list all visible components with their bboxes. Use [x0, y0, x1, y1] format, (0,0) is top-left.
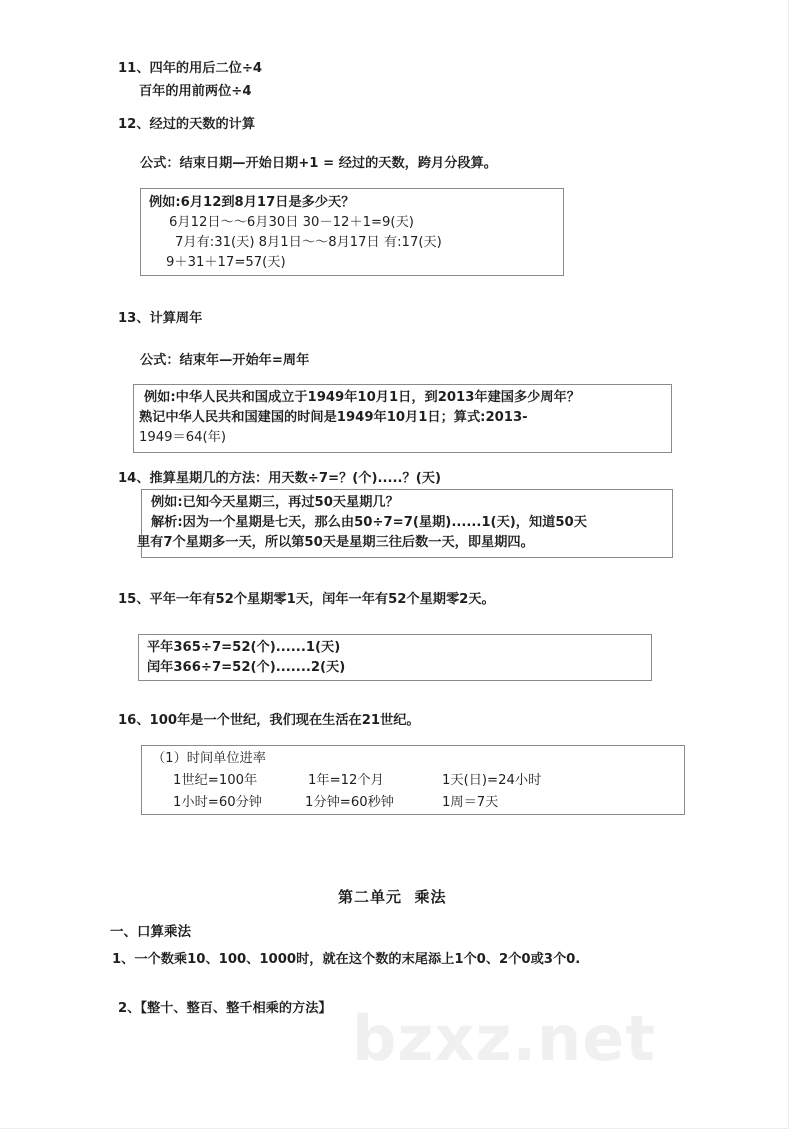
site-watermark: bzxz.net	[352, 1002, 656, 1075]
item-14-example-box	[137, 489, 673, 558]
item-15-box-line-2: 闰年366÷7=52(个).......2(天)	[147, 660, 346, 675]
item-13-example-box	[133, 384, 672, 453]
item-16-row-1-cell-2: 1年=12个月	[308, 773, 384, 788]
item-16-box-title: （1）时间单位进率	[152, 751, 266, 766]
item-16-row-2-cell-1: 1小时=60分钟	[173, 795, 262, 810]
item-15-box-line-1: 平年365÷7=52(个)......1(天)	[147, 640, 341, 655]
item-14-heading: 14、推算星期几的方法：用天数÷7=？(个).....？(天)	[118, 471, 441, 486]
item-12-box-line-1: 例如:6月12到8月17日是多少天？	[149, 195, 355, 210]
unit-2-paragraph-2: 2、【整十、整百、整千相乘的方法】	[118, 1001, 332, 1016]
item-12-formula: 公式：结束日期—开始日期+1 = 经过的天数，跨月分段算。	[140, 156, 497, 171]
unit-2-section-1-title: 一、口算乘法	[110, 924, 191, 940]
item-13-box-line-1: 例如:中华人民共和国成立于1949年10月1日，到2013年建国多少周年？	[144, 390, 580, 405]
item-14-box-line-3: 里有7个星期多一天，所以第50天是星期三往后数一天，即星期四。	[137, 535, 534, 550]
item-12-heading: 12、经过的天数的计算	[118, 117, 256, 132]
item-15-heading: 15、平年一年有52个星期零1天，闰年一年有52个星期零2天。	[118, 592, 495, 607]
item-16-row-2-cell-3: 1周＝7天	[442, 795, 499, 810]
item-16-row-1-cell-1: 1世纪=100年	[173, 773, 258, 788]
item-14-box-line-1: 例如:已知今天星期三，再过50天星期几？	[151, 495, 399, 510]
item-13-box-line-2: 熟记中华人民共和国建国的时间是1949年10月1日；算式:2013-	[139, 410, 528, 425]
unit-2-title: 第二单元 乘法	[338, 888, 447, 906]
item-13-box-line-3: 1949＝64(年)	[139, 430, 227, 445]
item-11-line-1: 11、四年的用后二位÷4	[118, 61, 263, 76]
item-12-box-line-3: 7月有:31(天) 8月1日～～8月17日 有:17(天)	[175, 235, 442, 250]
item-16-row-1-cell-3: 1天(日)=24小时	[442, 773, 542, 788]
item-16-heading: 16、100年是一个世纪，我们现在生活在21世纪。	[118, 713, 420, 728]
item-16-row-2-cell-2: 1分钟=60秒钟	[305, 795, 394, 810]
item-12-example-box	[140, 188, 564, 276]
item-13-formula: 公式：结束年—开始年=周年	[140, 353, 310, 368]
item-15-example-box	[138, 634, 652, 681]
item-12-box-line-2: 6月12日～～6月30日 30－12＋1=9(天)	[169, 215, 414, 230]
item-16-example-box	[141, 745, 685, 815]
unit-2-paragraph-1: 1、一个数乘10、100、1000时，就在这个数的末尾添上1个0、2个0或3个0.	[112, 952, 581, 967]
item-11-line-2: 百年的用前两位÷4	[139, 84, 252, 99]
item-13-heading: 13、计算周年	[118, 311, 203, 326]
item-12-box-line-4: 9＋31＋17=57(天)	[166, 255, 286, 270]
item-14-box-line-2: 解析:因为一个星期是七天，那么由50÷7=7(星期)......1(天)，知道50天	[151, 515, 587, 530]
